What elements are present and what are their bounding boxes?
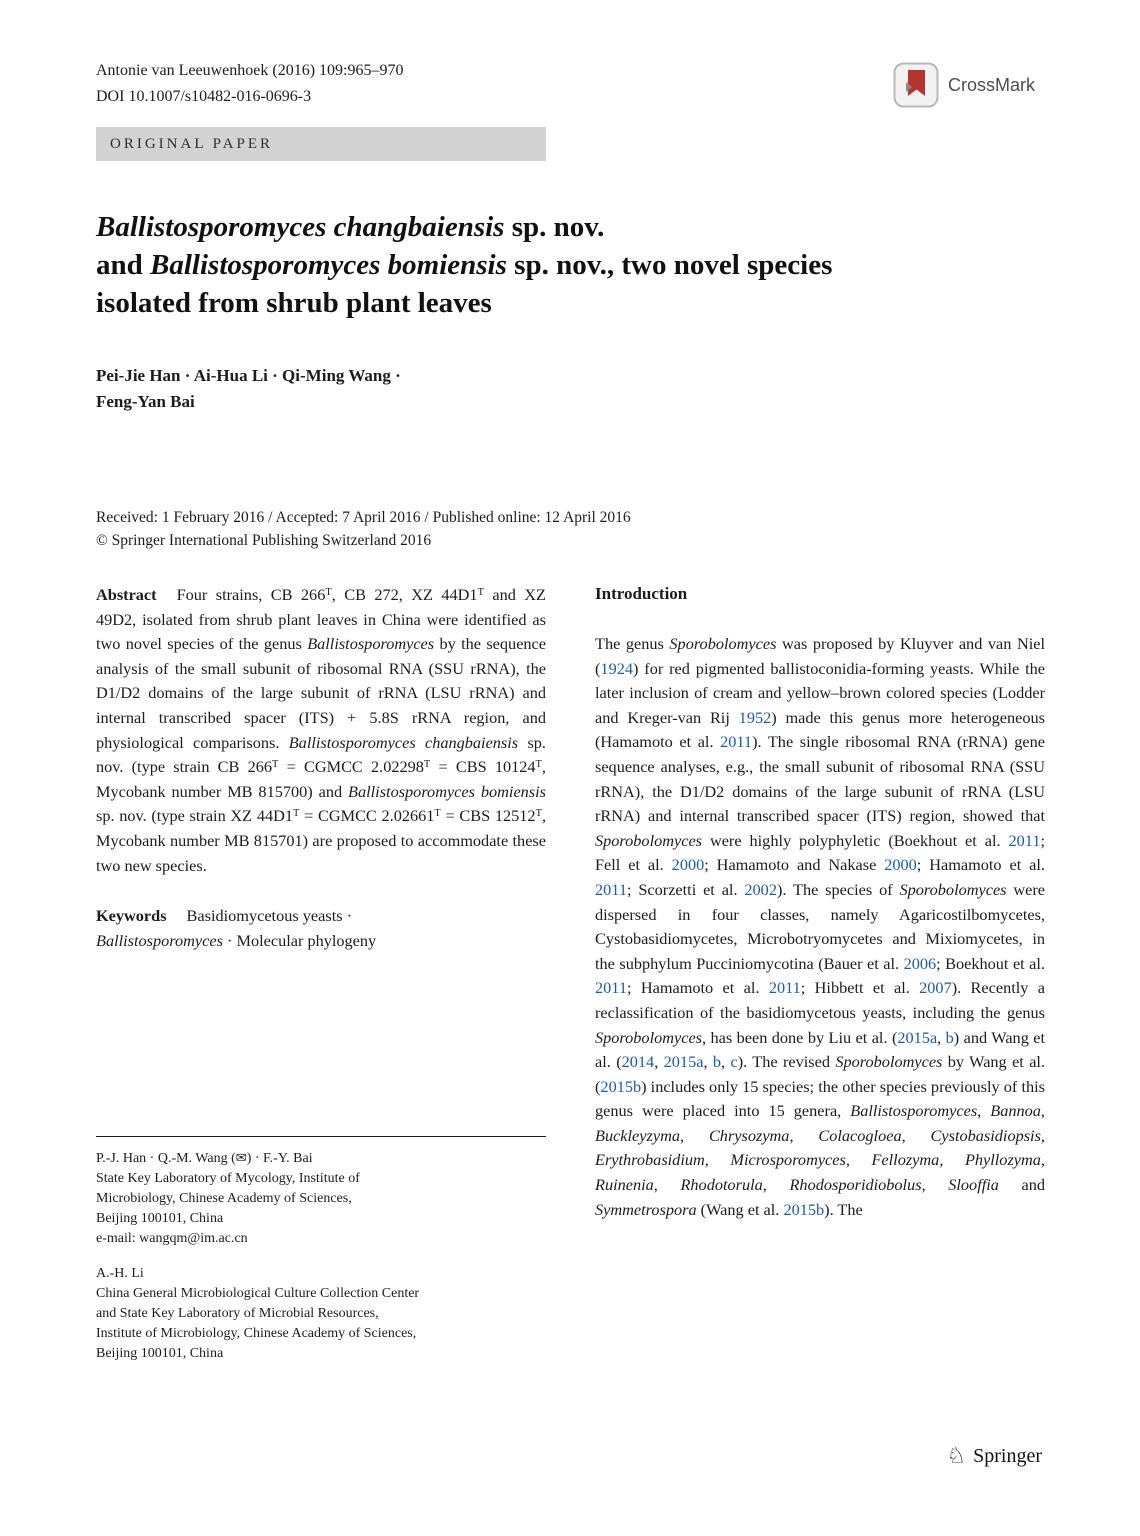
text-segment: T	[434, 808, 441, 820]
text-segment: , has been done by Liu et al. (	[702, 1027, 898, 1047]
citation-link[interactable]: 2006	[903, 953, 937, 973]
text-segment: = CBS 10124	[430, 757, 536, 777]
text-segment: ,	[653, 1175, 681, 1195]
text-segment: Chrysozyma	[708, 1125, 790, 1145]
text-segment: by Wang et al. (	[595, 1052, 1046, 1096]
text-segment: ) · F.-Y. Bai	[246, 1151, 313, 1166]
text-segment: Ballistosporomyces	[850, 1101, 978, 1121]
text-segment: ,	[939, 1150, 965, 1170]
crossmark-badge[interactable]	[893, 62, 1035, 108]
citation-link[interactable]: b	[712, 1052, 722, 1072]
text-segment: Ballistosporomyces bomiensis	[348, 781, 547, 801]
text-segment: Abstract	[96, 585, 157, 604]
text-segment: ; Boekhout et al.	[936, 953, 1045, 973]
doi-line: DOI 10.1007/s10482-016-0696-3	[96, 88, 312, 105]
text-segment: ) includes only 15 species; the other species previously of this genus were placed into 15 genera,	[595, 1076, 1045, 1121]
text-segment: Phyllozyma	[964, 1150, 1041, 1170]
text-segment: sp. nov. (type strain CB 266	[96, 732, 547, 777]
text-segment: China General Microbiological Culture Collection Center	[96, 1286, 420, 1301]
citation-link[interactable]: 2002	[744, 879, 777, 899]
author-list	[96, 363, 796, 415]
citation-link[interactable]: 2011	[595, 978, 627, 998]
text-segment: T	[272, 758, 279, 770]
citation-link[interactable]: 2015a	[897, 1027, 938, 1047]
header	[96, 58, 403, 110]
text-segment: and	[96, 249, 151, 281]
text-segment: T	[535, 808, 542, 820]
article-title	[96, 208, 1016, 322]
text-segment: Four strains, CB 266	[176, 585, 326, 604]
text-segment: ,	[1040, 1125, 1045, 1145]
text-segment: ). Recently a reclassification of the basidiomycetous yeasts, including the genus	[595, 978, 1045, 1022]
text-segment: = CGMCC 2.02661	[299, 806, 435, 826]
text-segment: ; Hamamoto et al.	[916, 855, 1045, 875]
text-segment: ,	[1040, 1101, 1045, 1121]
text-segment: ,	[679, 1125, 709, 1145]
text-segment: ) and Wang et al. (	[595, 1027, 1045, 1072]
text-segment: A.-H. Li	[96, 1266, 144, 1281]
text-segment: ✉	[235, 1151, 247, 1166]
text-segment: Sporobolomyces	[595, 1027, 703, 1047]
text-segment: ; Hibbett et al.	[800, 978, 920, 998]
text-segment: were dispersed in four classes, namely Agaricostilbomycetes, Cystobasidiomycetes, Microbotryomycetes and Mixiomycetes, in the subphylum Pucciniomycotina (Bauer et al.	[595, 879, 1046, 973]
text-segment: Erythrobasidium	[595, 1150, 705, 1170]
text-segment: ) for red pigmented ballistoconidia-forming yeasts. While the later inclusion of cream and yellow–brown colored species (Lodder and Kreger-van Rij	[595, 658, 1045, 727]
text-segment: ; Scorzetti et al.	[626, 879, 745, 899]
text-segment: (Wang et al.	[696, 1199, 784, 1219]
citation-link[interactable]: 2015a	[663, 1052, 704, 1072]
text-segment: The genus	[595, 634, 670, 653]
citation-link[interactable]: 1952	[738, 707, 772, 727]
article-type-banner: ORIGINAL PAPER	[96, 127, 546, 161]
body-columns	[96, 583, 1045, 1222]
text-segment: Sporobolomyces	[835, 1052, 943, 1072]
citation-link[interactable]: 2011	[720, 732, 753, 752]
citation-link[interactable]: 1924	[600, 658, 633, 678]
publisher-name: Springer	[973, 1445, 1042, 1467]
text-segment: Pei-Jie Han · Ai-Hua Li · Qi-Ming Wang ·	[96, 366, 401, 385]
text-segment: Rhodotorula	[680, 1175, 763, 1195]
text-segment: Keywords	[96, 906, 167, 926]
text-segment: ,	[845, 1150, 872, 1170]
text-segment: = CBS 12512	[440, 806, 536, 826]
text-segment: ,	[789, 1125, 819, 1145]
abstract-paragraph	[96, 583, 546, 878]
citation-link[interactable]: 2015b	[600, 1076, 642, 1096]
text-segment: e-mail: wangqm@im.ac.cn	[96, 1231, 248, 1246]
text-segment: sp. nov., two novel species	[506, 249, 833, 281]
text-segment: Ballistosporomyces changbaiensis	[288, 732, 519, 752]
text-segment: sp. nov.	[504, 211, 605, 243]
citation-link[interactable]: 2014	[621, 1052, 655, 1072]
text-segment: Cystobasidiopsis	[930, 1125, 1041, 1145]
citation-link[interactable]: 2007	[919, 978, 952, 998]
citation-link[interactable]: 2015b	[783, 1199, 825, 1219]
text-segment: State Key Laboratory of Mycology, Institute of	[96, 1171, 360, 1186]
text-segment: were highly polyphyletic (Boekhout et al.	[702, 830, 1009, 850]
text-segment: , Mycobank number MB 815701) are proposed to accommodate these two new species.	[96, 806, 547, 875]
citation-link[interactable]: 2011	[1008, 830, 1041, 850]
text-segment: Beijing 100101, China	[96, 1211, 224, 1226]
text-segment: isolated from shrub plant leaves	[96, 287, 492, 319]
footnote-correspondence	[96, 1149, 546, 1249]
text-segment: ,	[654, 1052, 664, 1072]
text-segment: Feng-Yan Bai	[96, 392, 195, 411]
text-segment: ) made this genus more heterogeneous (Hamamoto et al.	[595, 707, 1045, 752]
text-segment: ,	[762, 1175, 790, 1195]
text-segment: Rhodosporidiobolus	[789, 1175, 922, 1195]
text-segment: Ballistosporomyces bomiensis	[150, 249, 507, 281]
text-segment: ,	[721, 1052, 731, 1072]
footnote-block	[96, 1136, 546, 1379]
text-segment: Institute of Microbiology, Chinese Academy of Sciences,	[96, 1326, 417, 1341]
text-segment: ,	[901, 1125, 931, 1145]
text-segment: ; Hamamoto and Nakase	[704, 855, 885, 875]
crossmark-label: CrossMark	[948, 74, 1036, 95]
text-segment: , CB 272, XZ 44D1	[331, 585, 478, 604]
text-segment: ; Hamamoto et al.	[626, 978, 769, 998]
text-segment: Symmetrospora	[595, 1199, 697, 1219]
text-segment: ). The revised	[737, 1052, 836, 1072]
text-segment: ,	[703, 1052, 713, 1072]
text-segment: Ballistosporomyces	[96, 930, 223, 950]
text-segment: ,	[921, 1175, 949, 1195]
footnote-divider	[96, 1136, 546, 1137]
text-segment: T	[293, 808, 300, 820]
publisher-logo	[946, 1445, 1042, 1468]
publication-history	[96, 506, 996, 552]
text-segment: ,	[1040, 1150, 1045, 1170]
text-segment: Ballistosporomyces	[307, 634, 435, 654]
citation-link[interactable]: 2000	[884, 855, 917, 875]
text-segment: Slooffia	[948, 1175, 999, 1195]
text-segment: and XZ 49D2, isolated from shrub plant leaves in China were identified as two novel species of the genus	[96, 585, 546, 654]
text-segment: ; Fell et al.	[595, 830, 1045, 875]
text-segment: ,	[977, 1101, 991, 1121]
text-segment: sp. nov. (type strain XZ 44D1	[96, 806, 294, 826]
text-segment: Sporobolomyces	[669, 634, 777, 653]
text-segment: ,	[937, 1027, 946, 1047]
left-column	[96, 583, 546, 1222]
text-segment: P.-J. Han · Q.-M. Wang (	[96, 1151, 236, 1166]
text-segment: ,	[704, 1150, 731, 1170]
text-segment: and State Key Laboratory of Microbial Resources,	[96, 1306, 379, 1321]
citation-link[interactable]: b	[945, 1027, 954, 1047]
journal-citation: Antonie van Leeuwenhoek (2016) 109:965–970	[96, 62, 404, 79]
text-segment: T	[325, 586, 332, 598]
keywords-block	[96, 904, 546, 953]
text-segment: Bannoa	[990, 1101, 1041, 1121]
text-segment: T	[477, 586, 484, 598]
text-segment: ). The	[824, 1199, 863, 1219]
citation-link[interactable]: 2000	[671, 855, 705, 875]
citation-link[interactable]: 2011	[595, 879, 627, 899]
text-segment: ). The single ribosomal RNA (rRNA) gene sequence analyses, e.g., the small subunit of ribosomal RNA (SSU rRNA), the D1/D2 domains of the large subunit of rRNA (LSU rRNA) and internal transcribed spacer (ITS) region, showed that	[595, 732, 1045, 826]
citation-link[interactable]: 2011	[768, 978, 801, 998]
text-segment: Ballistosporomyces changbaiensis	[96, 211, 505, 243]
text-segment: , Mycobank number MB 815700) and	[96, 757, 546, 801]
text-segment: Beijing 100101, China	[96, 1346, 224, 1361]
copyright-line: © Springer International Publishing Switzerland 2016	[96, 532, 432, 549]
text-segment: by the sequence analysis of the small subunit of ribosomal RNA (SSU rRNA), the D1/D2 domains of the large subunit of rRNA (LSU rRNA) and internal transcribed spacer (ITS) + 5.8S rRNA region, and physiological comparisons.	[96, 634, 547, 752]
text-segment: T	[535, 758, 542, 770]
text-segment: Sporobolomyces	[899, 879, 1007, 899]
text-segment: and	[998, 1175, 1046, 1195]
text-segment: T	[423, 758, 431, 770]
text-segment: Fellozyma	[871, 1150, 940, 1170]
text-segment: Colacogloea	[818, 1125, 902, 1145]
text-segment: Sporobolomyces	[595, 830, 703, 850]
introduction-paragraph	[595, 632, 1045, 1222]
right-column	[595, 583, 1045, 1222]
text-segment: ). The species of	[776, 879, 900, 899]
text-segment: was proposed by Kluyver and van Niel (	[595, 634, 1045, 678]
text-segment: Buckleyzyma	[595, 1125, 680, 1145]
text-segment: Microbiology, Chinese Academy of Sciences,	[96, 1191, 352, 1206]
footnote-affiliation	[96, 1264, 546, 1364]
text-segment: Ruinenia	[595, 1175, 654, 1195]
received-line: Received: 1 February 2016 / Accepted: 7 April 2016 / Published online: 12 April 2016	[96, 509, 631, 526]
section-heading-introduction: Introduction	[595, 584, 688, 603]
text-segment: = CGMCC 2.02298	[278, 757, 424, 777]
citation-link[interactable]: c	[730, 1052, 738, 1072]
crossmark-icon	[893, 62, 939, 108]
springer-knight-icon: ♘	[946, 1443, 967, 1469]
text-segment: · Molecular phylogeny	[222, 930, 377, 950]
text-segment: Microsporomyces	[730, 1150, 846, 1170]
text-segment: Basidiomycetous yeasts ·	[186, 906, 353, 926]
